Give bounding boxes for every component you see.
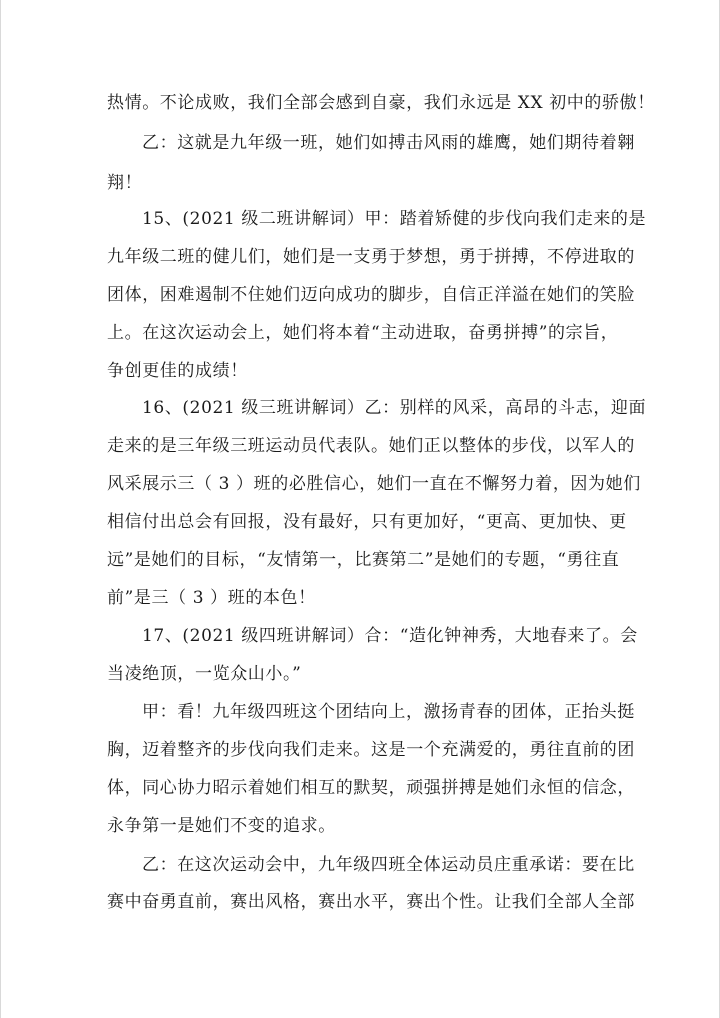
text-line-8: 争创更佳的成绩！ xyxy=(107,361,248,381)
text-line-7: 上。在这次运动会上，她们将本着“主动进取，奋勇拼搏”的宗旨， xyxy=(107,323,619,343)
text-line-21: 乙：在这次运动会中，九年级四班全体运动员庄重承诺：要在比 xyxy=(142,855,635,875)
text-line-2: 乙：这就是九年级一班，她们如搏击风雨的雄鹰，她们期待着翱 xyxy=(142,133,635,153)
text-line-14: 前”是三（ 3 ）班的本色！ xyxy=(107,588,316,608)
text-line-1: 热情。不论成败，我们全部会感到自豪，我们永远是 XX 初中的骄傲！ xyxy=(107,93,655,113)
text-line-3: 翔！ xyxy=(107,173,143,193)
text-line-18: 胸，迈着整齐的步伐向我们走来。这是一个充满爱的，勇往直前的团 xyxy=(107,740,635,760)
text-line-5: 九年级二班的健儿们，她们是一支勇于梦想，勇于拼搏，不停进取的 xyxy=(107,247,635,267)
text-line-12: 相信付出总会有回报，没有最好，只有更加好，“更高、更加快、更 xyxy=(107,512,627,532)
text-line-17: 甲：看！九年级四班这个团结向上，激扬青春的团体，正抬头挺 xyxy=(142,702,635,722)
text-line-16: 当凌绝顶，一览众山小。” xyxy=(107,664,302,684)
text-line-9: 16、(2021 级三班讲解词）乙：别样的风采，高昂的斗志，迎面 xyxy=(142,398,647,418)
text-line-4: 15、(2021 级二班讲解词）甲：踏着矫健的步伐向我们走来的是 xyxy=(142,209,647,229)
text-line-11: 风采展示三（ 3 ）班的必胜信心，她们一直在不懈努力着，因为她们 xyxy=(107,474,641,494)
text-line-15: 17、(2021 级四班讲解词）合：“造化钟神秀，大地春来了。会 xyxy=(142,626,638,646)
text-line-10: 走来的是三年级三班运动员代表队。她们正以整体的步伐，以军人的 xyxy=(107,436,635,456)
text-line-13: 远”是她们的目标，“友情第一，比赛第二”是她们的专题，“勇往直 xyxy=(107,550,620,570)
text-line-6: 团体，困难遏制不住她们迈向成功的脚步，自信正洋溢在她们的笑脸 xyxy=(107,285,635,305)
text-line-19: 体，同心协力昭示着她们相互的默契，顽强拼搏是她们永恒的信念， xyxy=(107,778,635,798)
text-line-20: 永争第一是她们不变的追求。 xyxy=(107,816,336,836)
text-line-22: 赛中奋勇直前，赛出风格，赛出水平，赛出个性。让我们全部人全部 xyxy=(107,892,635,912)
